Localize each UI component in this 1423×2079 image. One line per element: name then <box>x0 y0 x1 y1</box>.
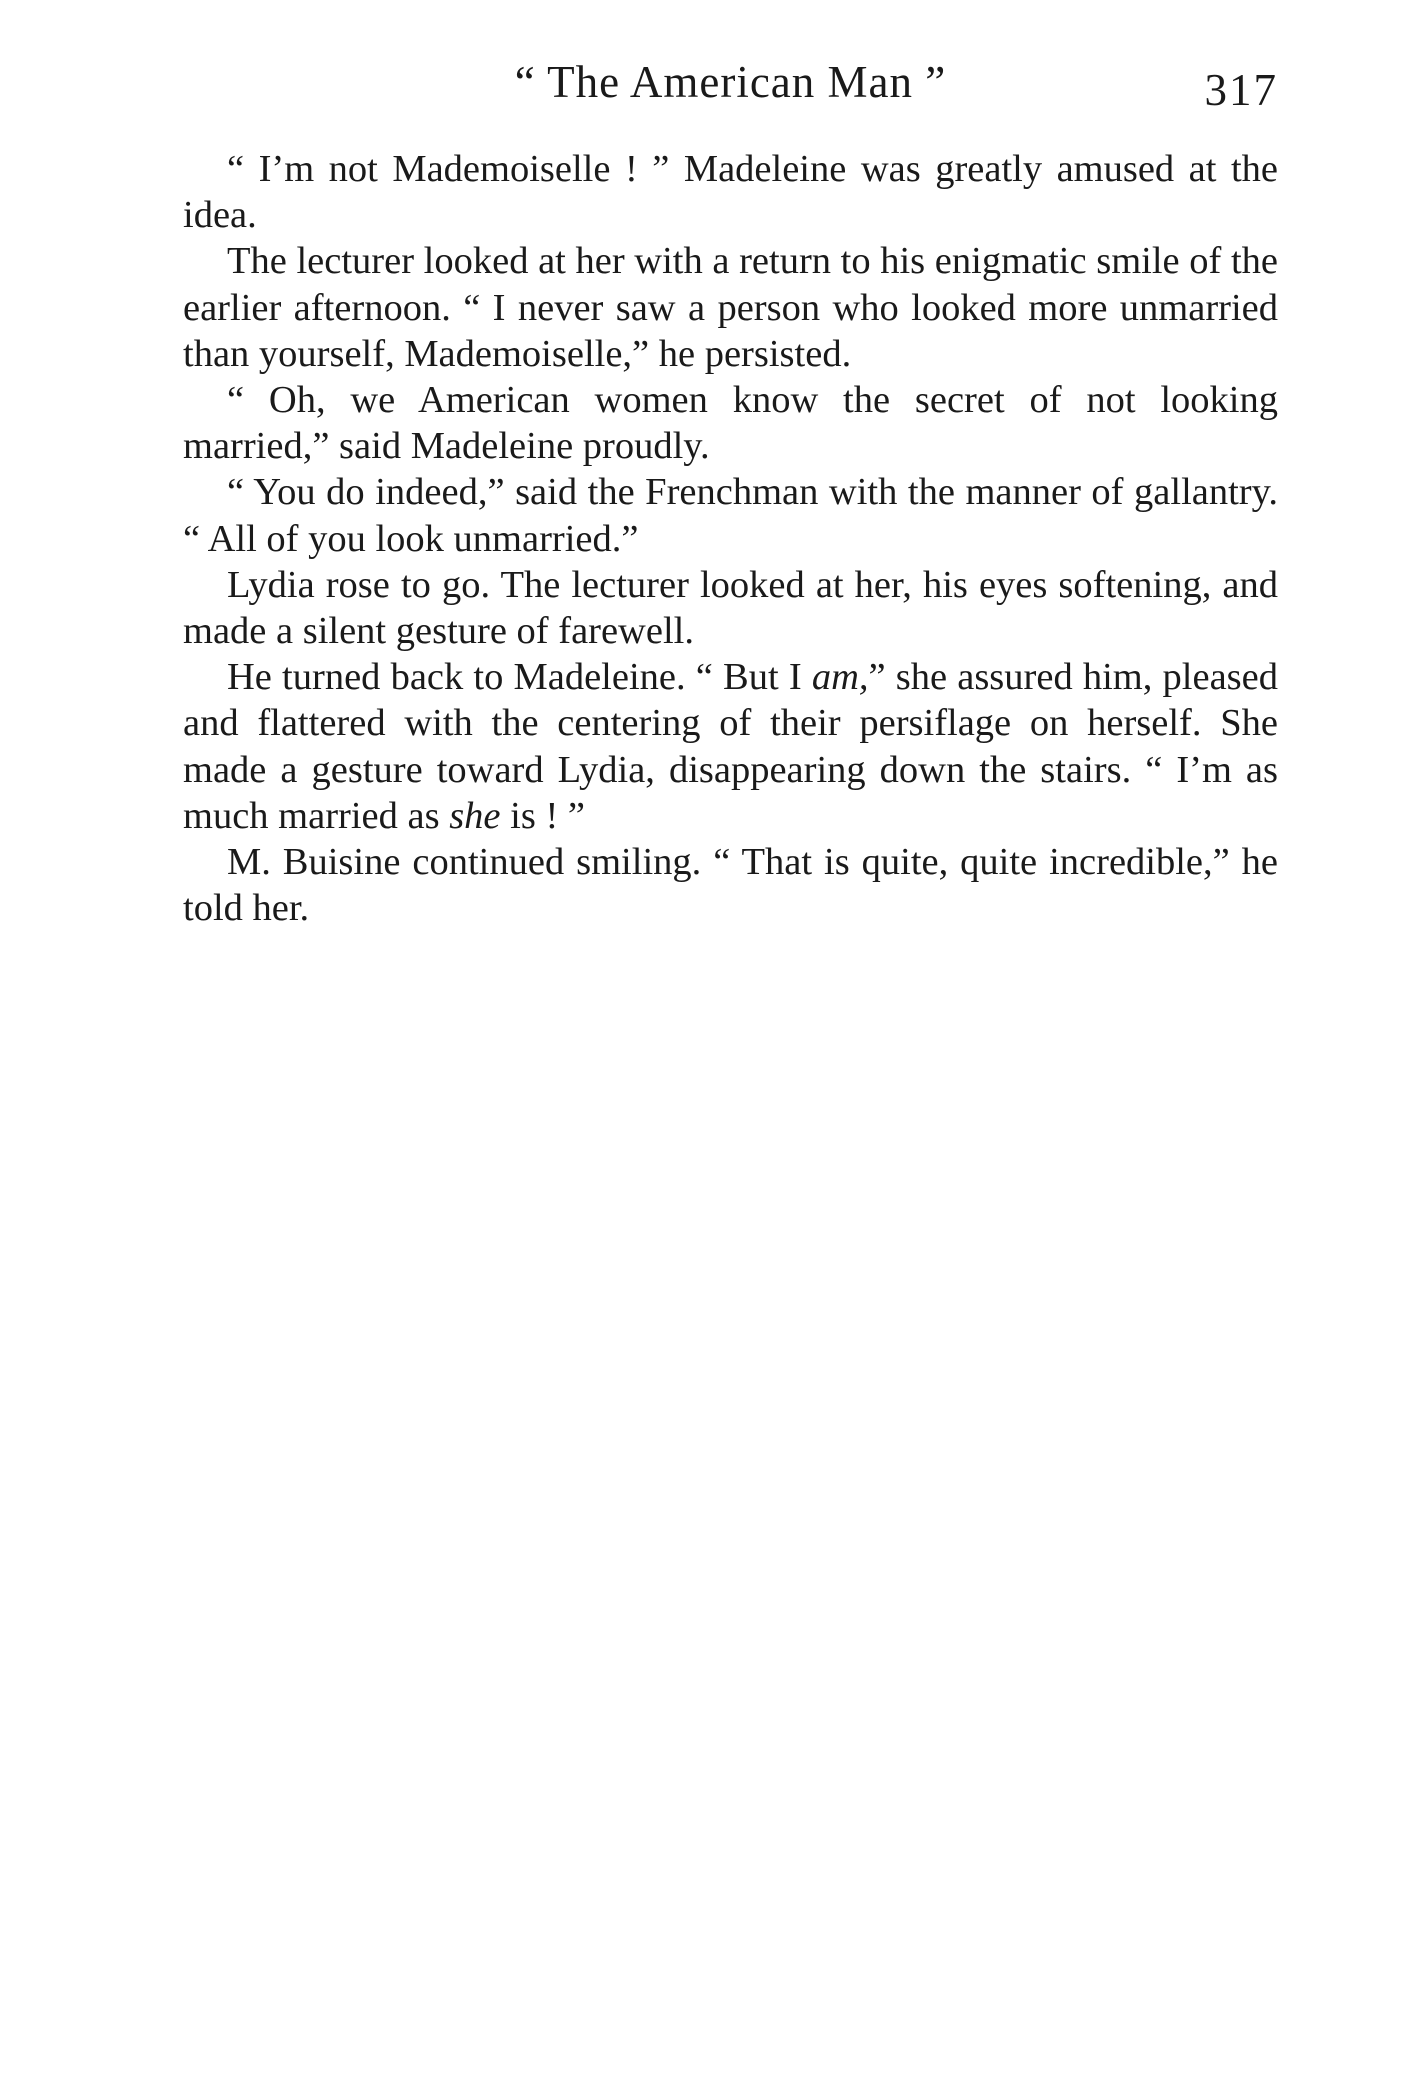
text-run: The lecturer looked at her with a return to his enigmatic smile of the earlier afternoon. “ I never saw a person who looked more unmarried than yourself, Mademoiselle,” he persisted. <box>183 240 1278 375</box>
text-run: He turned back to Madeleine. “ But I <box>227 656 812 699</box>
italic-text-run: she <box>449 794 501 837</box>
paragraph <box>183 562 1278 654</box>
text-run: Lydia rose to go. The lecturer looked at her, his eyes softening, and made a silent gesture of farewell. <box>183 563 1278 653</box>
paragraph <box>183 469 1278 561</box>
text-run: ” she assured him, pleased and flattered with the centering of their persiflage on herself. She made a gesture toward Lydia, disappearing down the stairs. “ I’m as much married as <box>183 656 1278 837</box>
paragraph <box>183 377 1278 469</box>
paragraph <box>183 654 1278 839</box>
page-number: 317 <box>1204 65 1278 115</box>
paragraph <box>183 238 1278 377</box>
text-run: is ! ” <box>500 794 585 837</box>
body-text <box>183 146 1278 931</box>
running-head <box>183 52 1278 115</box>
text-run: M. Buisine continued smiling. “ That is quite, quite incredible,” he told her. <box>183 841 1278 930</box>
paragraph <box>183 839 1278 931</box>
text-run: “ I’m not Mademoiselle ! ” Madeleine was greatly amused at the idea. <box>183 148 1278 237</box>
text-run: “ You do indeed,” said the Frenchman with the manner of gallantry. “ All of you look unmarried.” <box>183 471 1278 560</box>
running-title: “ The American Man ” <box>514 57 947 107</box>
paragraph <box>183 146 1278 238</box>
italic-text-run: am, <box>811 656 869 699</box>
text-run: “ Oh, we American women know the secret of not looking married,” said Madeleine proudly. <box>183 379 1278 468</box>
